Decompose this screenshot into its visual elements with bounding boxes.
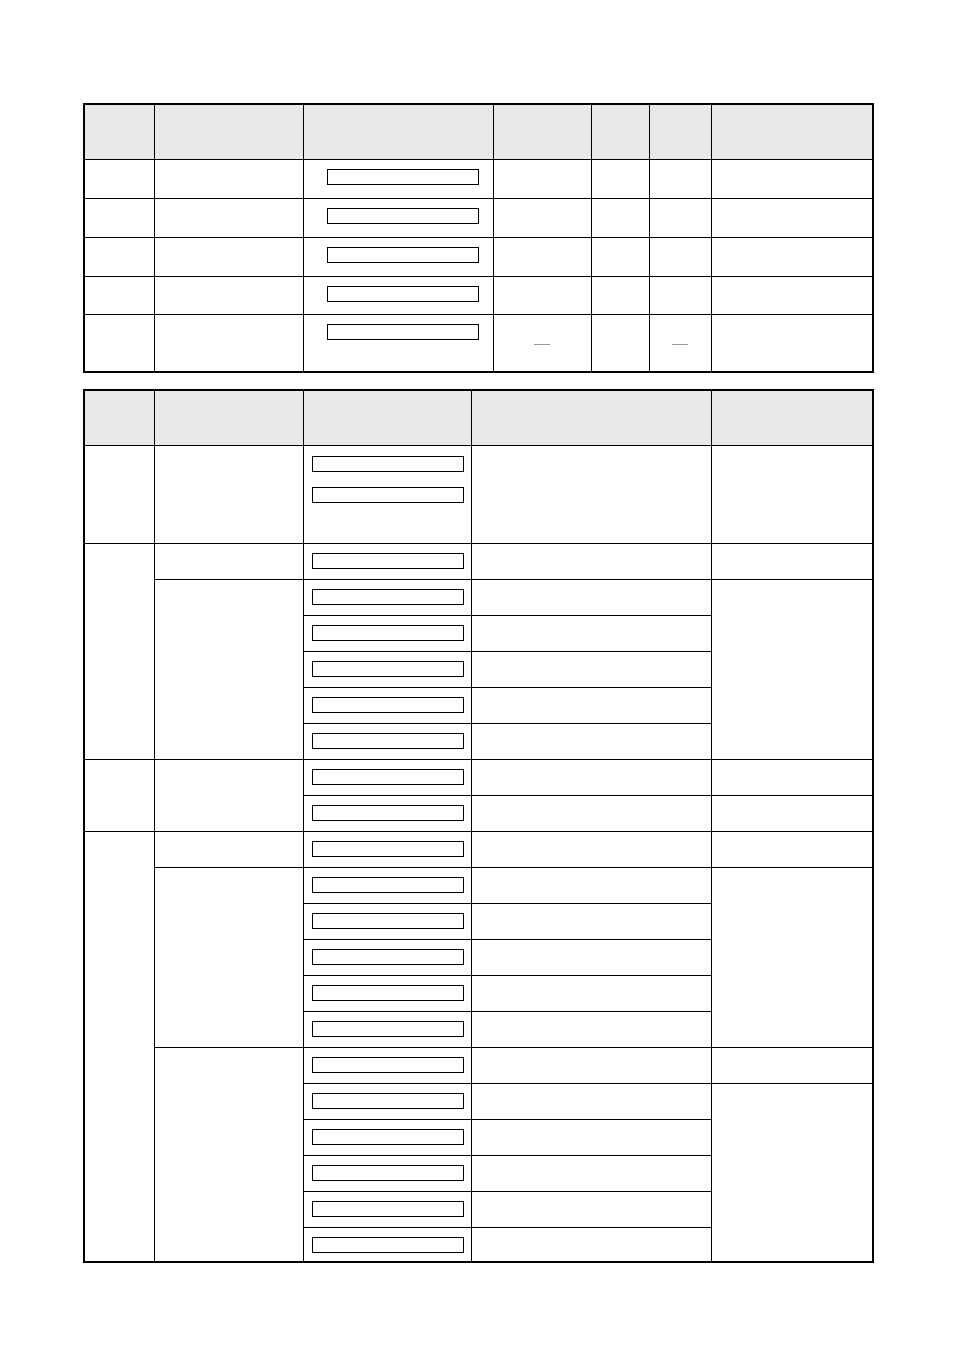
table-row — [84, 579, 873, 615]
group-cell — [84, 543, 154, 759]
table-cell — [591, 237, 649, 276]
table-cell — [471, 579, 711, 615]
value-field[interactable] — [327, 208, 479, 224]
value-field[interactable] — [312, 697, 464, 713]
table-cell — [711, 795, 873, 831]
header-cell — [303, 390, 471, 445]
header-cell — [84, 104, 154, 159]
value-field[interactable] — [312, 733, 464, 749]
table-cell — [711, 759, 873, 795]
value-field[interactable] — [312, 553, 464, 569]
table-cell — [711, 159, 873, 198]
table-cell — [303, 1047, 471, 1083]
table-row — [84, 276, 873, 314]
table-cell — [84, 159, 154, 198]
value-field[interactable] — [327, 169, 479, 185]
value-field[interactable] — [312, 1057, 464, 1073]
table-cell — [154, 159, 303, 198]
table-cell — [471, 615, 711, 651]
header-cell — [711, 104, 873, 159]
table-cell — [649, 159, 711, 198]
value-field[interactable] — [312, 589, 464, 605]
table-cell — [303, 276, 493, 314]
table-cell — [471, 445, 711, 543]
table-cell — [471, 1119, 711, 1155]
table-cell — [591, 159, 649, 198]
subgroup-cell — [154, 867, 303, 1047]
table-cell — [471, 867, 711, 903]
table-cell — [711, 831, 873, 867]
header-cell — [84, 390, 154, 445]
table-cell — [711, 579, 873, 759]
value-field[interactable] — [327, 286, 479, 302]
table-cell — [471, 795, 711, 831]
table-cell — [154, 276, 303, 314]
table-cell — [493, 237, 591, 276]
value-field[interactable] — [312, 949, 464, 965]
table-cell — [649, 237, 711, 276]
table-row — [84, 314, 873, 372]
table-cell — [471, 939, 711, 975]
dash-mark — [534, 344, 550, 345]
table-row — [84, 198, 873, 237]
table-cell — [303, 1227, 471, 1262]
table-cell — [84, 276, 154, 314]
table-row — [84, 867, 873, 903]
value-field[interactable] — [327, 324, 479, 340]
subgroup-cell — [154, 1047, 303, 1262]
table-header-row — [84, 390, 873, 445]
table-row — [84, 831, 873, 867]
table-cell — [471, 975, 711, 1011]
table-cell — [471, 651, 711, 687]
table-cell — [591, 276, 649, 314]
table-cell — [303, 651, 471, 687]
table-cell — [493, 314, 591, 372]
table-cell — [493, 276, 591, 314]
table-cell — [303, 445, 471, 543]
header-cell — [649, 104, 711, 159]
header-cell — [471, 390, 711, 445]
group-cell — [84, 759, 154, 831]
subgroup-cell — [154, 759, 303, 831]
table-row — [84, 543, 873, 579]
value-field[interactable] — [312, 1093, 464, 1109]
table-cell — [591, 314, 649, 372]
table-cell — [711, 198, 873, 237]
table-cell — [303, 198, 493, 237]
table-cell — [303, 795, 471, 831]
table-cell — [493, 159, 591, 198]
table-cell — [154, 314, 303, 372]
table-cell — [471, 1047, 711, 1083]
table-cell — [471, 543, 711, 579]
subgroup-cell — [154, 543, 303, 579]
value-field[interactable] — [312, 769, 464, 785]
table-top — [83, 103, 874, 373]
table-cell — [471, 723, 711, 759]
value-field[interactable] — [312, 1237, 464, 1253]
table-bottom — [83, 389, 874, 1263]
table-cell — [303, 939, 471, 975]
table-cell — [711, 1083, 873, 1262]
table-cell — [471, 1083, 711, 1119]
value-field[interactable] — [312, 1201, 464, 1217]
value-field[interactable] — [312, 456, 464, 472]
table-cell — [711, 1047, 873, 1083]
table-cell — [303, 975, 471, 1011]
value-field[interactable] — [312, 625, 464, 641]
header-cell — [711, 390, 873, 445]
table-cell — [591, 198, 649, 237]
table-cell — [303, 1119, 471, 1155]
table-cell — [711, 314, 873, 372]
table-cell — [471, 759, 711, 795]
table-cell — [711, 276, 873, 314]
table-cell — [471, 1191, 711, 1227]
value-field[interactable] — [312, 1165, 464, 1181]
value-field[interactable] — [312, 805, 464, 821]
table-cell — [303, 903, 471, 939]
header-cell — [154, 104, 303, 159]
table-cell — [303, 543, 471, 579]
table-cell — [303, 579, 471, 615]
table-cell — [303, 1191, 471, 1227]
table-cell — [471, 903, 711, 939]
value-field[interactable] — [312, 877, 464, 893]
table-cell — [303, 687, 471, 723]
group-cell — [84, 445, 154, 543]
table-cell — [303, 1155, 471, 1191]
table-row — [84, 159, 873, 198]
value-field[interactable] — [312, 1021, 464, 1037]
table-cell — [303, 831, 471, 867]
table-cell — [84, 314, 154, 372]
table-cell — [493, 198, 591, 237]
value-field[interactable] — [312, 487, 464, 503]
table-cell — [84, 198, 154, 237]
table-cell — [154, 237, 303, 276]
table-cell — [649, 314, 711, 372]
table-row — [84, 759, 873, 795]
table-header-row — [84, 104, 873, 159]
value-field[interactable] — [312, 1129, 464, 1145]
table-cell — [84, 237, 154, 276]
table-cell — [471, 831, 711, 867]
table-cell — [471, 1155, 711, 1191]
group-cell — [84, 831, 154, 1262]
table-cell — [154, 198, 303, 237]
table-cell — [711, 445, 873, 543]
table-cell — [711, 237, 873, 276]
value-field[interactable] — [312, 913, 464, 929]
header-cell — [591, 104, 649, 159]
table-cell — [471, 1011, 711, 1047]
table-cell — [303, 159, 493, 198]
table-cell — [471, 687, 711, 723]
dash-mark — [672, 344, 688, 345]
subgroup-cell — [154, 445, 303, 543]
table-cell — [649, 276, 711, 314]
table-cell — [303, 759, 471, 795]
subgroup-cell — [154, 579, 303, 759]
table-row — [84, 445, 873, 543]
value-field[interactable] — [327, 247, 479, 263]
value-field[interactable] — [312, 661, 464, 677]
table-cell — [303, 314, 493, 372]
header-cell — [493, 104, 591, 159]
table-cell — [711, 867, 873, 1047]
table-cell — [303, 1083, 471, 1119]
table-row — [84, 237, 873, 276]
table-cell — [649, 198, 711, 237]
subgroup-cell — [154, 831, 303, 867]
header-cell — [303, 104, 493, 159]
value-field[interactable] — [312, 985, 464, 1001]
table-cell — [303, 237, 493, 276]
table-row — [84, 1047, 873, 1083]
table-cell — [303, 615, 471, 651]
table-cell — [471, 1227, 711, 1262]
table-cell — [711, 543, 873, 579]
header-cell — [154, 390, 303, 445]
value-field[interactable] — [312, 841, 464, 857]
table-cell — [303, 723, 471, 759]
table-cell — [303, 1011, 471, 1047]
table-cell — [303, 867, 471, 903]
